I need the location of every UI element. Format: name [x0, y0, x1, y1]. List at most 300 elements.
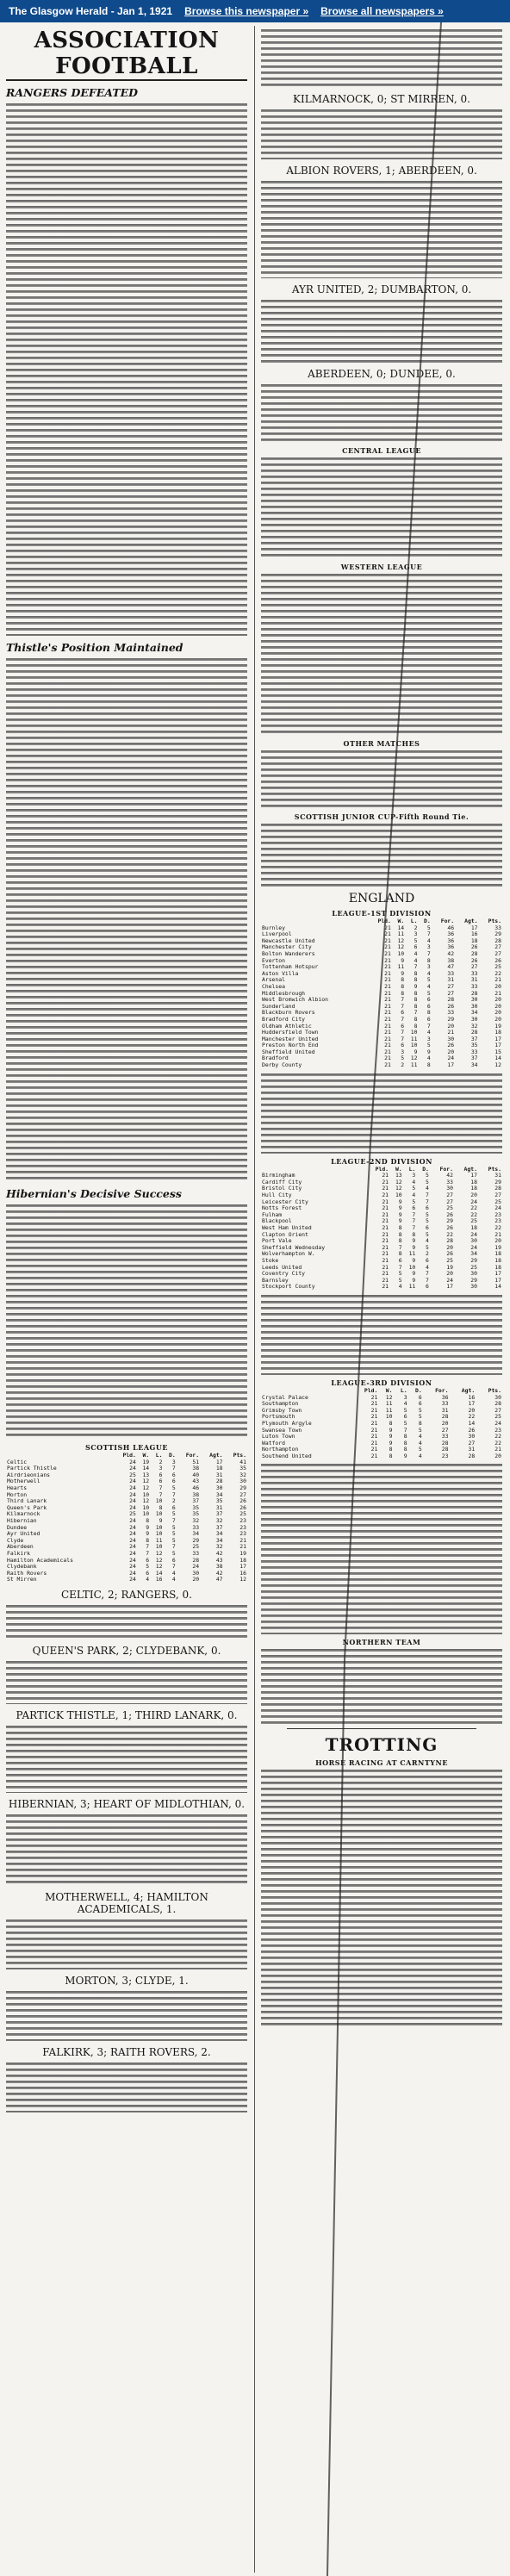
table-cell: 27 — [468, 1439, 476, 1447]
table-row — [261, 1428, 502, 1434]
table-cell: Oldham Athletic — [262, 1022, 312, 1030]
table-header-cell: Pld. — [377, 918, 391, 924]
article-text-block — [261, 1768, 502, 2026]
table-cell: 6 — [426, 1224, 429, 1231]
table-cell: 30 — [192, 1569, 200, 1577]
table-header-cell: W. — [385, 1386, 393, 1394]
table-cell: 10 — [155, 1530, 163, 1538]
table-cell: 21 — [384, 936, 391, 944]
table-cell: Arsenal — [262, 976, 285, 984]
table-cell: 7 — [412, 1210, 416, 1218]
result-heading: AYR UNITED, 2; DUMBARTON, 0. — [291, 283, 472, 296]
table-cell: 10 — [155, 1523, 163, 1531]
table-cell: 7 — [426, 1276, 429, 1284]
table-cell: 7 — [426, 1022, 431, 1030]
league-div2-table — [261, 1167, 502, 1291]
table-cell: 8 — [426, 1009, 431, 1017]
trotting-subheading: HORSE RACING AT CARNTYNE — [315, 1758, 448, 1768]
table-cell: 24 — [129, 1503, 136, 1511]
table-cell: 5 — [398, 1276, 402, 1284]
table-cell: 10 — [410, 1029, 418, 1036]
table-cell: 27 — [446, 1192, 453, 1199]
table-cell: 24 — [129, 1543, 136, 1551]
table-cell: 5 — [426, 976, 431, 984]
table-cell: 7 — [401, 996, 405, 1004]
table-cell: Clyde — [7, 1536, 24, 1544]
table-cell: 6 — [426, 1015, 431, 1023]
table-cell: 34 — [215, 1530, 223, 1538]
table-cell: 6 — [426, 1283, 429, 1291]
table-header-cell: L. — [400, 1386, 407, 1394]
table-cell: Aston Villa — [262, 969, 299, 977]
table-row — [6, 1505, 247, 1512]
table-cell: 37 — [470, 1035, 478, 1042]
table-cell: 31 — [468, 1446, 476, 1453]
table-cell: 20 — [446, 1270, 453, 1278]
table-cell: Hull City — [262, 1192, 292, 1199]
table-cell: 8 — [414, 969, 418, 977]
table-cell: 21 — [384, 1055, 391, 1062]
table-cell: 33 — [494, 924, 501, 931]
table-cell: 25 — [129, 1471, 136, 1478]
match-report-text — [261, 383, 502, 443]
table-cell: 28 — [441, 1446, 449, 1453]
table-cell: 21 — [384, 1048, 391, 1055]
table-cell: 24 — [447, 1055, 455, 1062]
table-cell: 20 — [441, 1419, 449, 1427]
table-cell: 26 — [446, 1224, 453, 1231]
table-row — [261, 1408, 502, 1415]
table-cell: 8 — [414, 996, 418, 1004]
table-cell: 8 — [403, 1446, 407, 1453]
table-cell: Plymouth Argyle — [262, 1419, 312, 1427]
table-cell: 33 — [192, 1549, 200, 1557]
table-cell: 3 — [414, 930, 418, 938]
table-cell: Burnley — [262, 924, 285, 931]
table-cell: Aberdeen — [7, 1543, 34, 1551]
table-cell: 32 — [192, 1516, 200, 1524]
table-cell: 6 — [401, 1042, 405, 1049]
table-header-cell: D. — [424, 918, 431, 924]
table-cell: Bradford — [262, 1055, 289, 1062]
table-row — [261, 977, 502, 984]
table-cell: 8 — [414, 1002, 418, 1010]
table-cell: 20 — [447, 1022, 455, 1030]
table-cell: 9 — [403, 1452, 407, 1459]
table-cell: 7 — [171, 1563, 176, 1571]
table-cell: Motherwell — [7, 1478, 40, 1485]
table-cell: 10 — [410, 1042, 418, 1049]
browse-all-newspapers-link[interactable]: Browse all newspapers » — [320, 5, 444, 17]
match-report-text — [6, 1659, 247, 1704]
table-cell: 7 — [171, 1543, 176, 1551]
table-cell: 22 — [470, 1204, 477, 1212]
table-cell: 12 — [395, 1178, 402, 1185]
table-cell: 9 — [412, 1256, 416, 1264]
table-cell: 28 — [441, 1413, 449, 1421]
table-cell: 24 — [129, 1549, 136, 1557]
table-cell: 13 — [142, 1471, 150, 1478]
table-cell: 3 — [171, 1458, 176, 1465]
table-cell: 8 — [401, 976, 405, 984]
table-cell: 36 — [447, 936, 455, 944]
table-cell: 6 — [426, 1256, 429, 1264]
table-cell: Partick Thistle — [7, 1465, 57, 1472]
table-cell: 18 — [470, 1224, 477, 1231]
results-list — [261, 749, 502, 809]
table-cell: 21 — [382, 1230, 389, 1238]
table-cell: 4 — [412, 1178, 416, 1185]
table-cell: 12 — [397, 943, 405, 951]
table-row — [6, 1472, 247, 1479]
table-body — [6, 1453, 247, 1584]
table-cell: 6 — [401, 1009, 405, 1017]
table-cell: 21 — [370, 1413, 378, 1421]
table-cell: 9 — [398, 1210, 402, 1218]
table-cell: 21 — [382, 1237, 389, 1245]
table-cell: 32 — [470, 1022, 478, 1030]
table-cell: Airdrieonians — [7, 1471, 51, 1478]
table-cell: 4 — [418, 1439, 422, 1447]
table-header-cell: W. — [397, 918, 405, 924]
table-cell: 2 — [401, 1061, 405, 1069]
table-cell: 21 — [494, 989, 501, 997]
table-cell: 8 — [398, 1237, 402, 1245]
table-cell: 32 — [215, 1543, 223, 1551]
table-cell: Huddersfield Town — [262, 1029, 319, 1036]
table-cell: 30 — [446, 1185, 453, 1192]
table-cell: 6 — [171, 1478, 176, 1485]
table-cell: Southampton — [262, 1400, 299, 1408]
table-cell: 35 — [470, 1042, 478, 1049]
table-row — [6, 1544, 247, 1551]
table-cell: 21 — [370, 1446, 378, 1453]
table-cell: 29 — [494, 930, 501, 938]
table-cell: 11 — [410, 1035, 418, 1042]
left-column — [2, 28, 252, 2571]
table-cell: 5 — [426, 1230, 429, 1238]
table-cell: 26 — [446, 1210, 453, 1218]
table-cell: Blackburn Rovers — [262, 1009, 315, 1017]
match-report-text — [261, 179, 502, 278]
table-cell: 6 — [398, 1256, 402, 1264]
table-cell: 9 — [159, 1516, 163, 1524]
table-cell: 10 — [385, 1413, 393, 1421]
table-cell: 25 — [446, 1204, 453, 1212]
table-row — [6, 1531, 247, 1538]
table-header-cell: Agt. — [461, 1386, 476, 1394]
table-cell: 5 — [426, 1217, 429, 1225]
central-league-heading: CENTRAL LEAGUE — [342, 446, 421, 455]
table-header-cell: Pld. — [122, 1452, 136, 1459]
table-cell: 27 — [446, 1198, 453, 1205]
table-cell: 18 — [494, 1029, 501, 1036]
table-row — [261, 997, 502, 1004]
table-cell: 14 — [142, 1465, 150, 1472]
table-cell: Birmingham — [262, 1172, 295, 1179]
newspaper-page-scan — [0, 22, 510, 2576]
table-row — [261, 1453, 502, 1460]
table-cell: 12 — [410, 1055, 418, 1062]
table-cell: 5 — [418, 1426, 422, 1434]
table-cell: 8 — [414, 976, 418, 984]
table-cell: Sheffield Wednesday — [262, 1243, 326, 1251]
table-cell: 33 — [446, 1178, 453, 1185]
table-row — [6, 1525, 247, 1532]
table-cell: 24 — [129, 1497, 136, 1505]
table-cell: 9 — [426, 1048, 431, 1055]
table-cell: 29 — [470, 1276, 477, 1284]
table-cell: 9 — [401, 956, 405, 964]
match-report-text — [6, 1603, 247, 1640]
table-cell: 9 — [389, 1426, 393, 1434]
table-cell: 6 — [426, 1204, 429, 1212]
western-league-heading: WESTERN LEAGUE — [340, 563, 423, 571]
table-cell: 5 — [171, 1530, 176, 1538]
table-cell: 38 — [192, 1490, 200, 1498]
table-cell: 34 — [470, 1009, 478, 1017]
table-cell: 12 — [142, 1484, 150, 1491]
table-cell: 21 — [384, 930, 391, 938]
table-cell: 37 — [215, 1510, 223, 1518]
article-text-block — [6, 1203, 247, 1440]
table-cell: 11 — [408, 1283, 416, 1291]
table-cell: 4 — [414, 949, 418, 957]
table-cell: 8 — [159, 1503, 163, 1511]
league-div3-table — [261, 1388, 502, 1460]
table-cell: 21 — [384, 1061, 391, 1069]
table-cell: 21 — [384, 969, 391, 977]
table-cell: 21 — [382, 1192, 389, 1199]
table-cell: 8 — [414, 1022, 418, 1030]
browse-newspaper-link[interactable]: Browse this newspaper » — [184, 5, 309, 17]
table-cell: 29 — [239, 1484, 246, 1491]
table-cell: 4 — [426, 1263, 429, 1271]
table-cell: 4 — [403, 1400, 407, 1408]
table-cell: 4 — [426, 1055, 431, 1062]
result-heading: ALBION ROVERS, 1; ABERDEEN, 0. — [286, 165, 477, 177]
table-row — [261, 951, 502, 958]
table-cell: 41 — [239, 1458, 246, 1465]
table-cell: 6 — [403, 1413, 407, 1421]
table-cell: 4 — [146, 1576, 150, 1584]
table-cell: 20 — [470, 1192, 477, 1199]
table-cell: 22 — [446, 1230, 453, 1238]
table-cell: 6 — [171, 1556, 176, 1564]
table-cell: 13 — [395, 1172, 402, 1179]
table-cell: 21 — [494, 1230, 501, 1238]
table-cell: 6 — [418, 1400, 422, 1408]
table-cell: 34 — [192, 1530, 200, 1538]
table-cell: 30 — [470, 1237, 477, 1245]
table-cell: 28 — [215, 1478, 223, 1485]
table-cell: Morton — [7, 1490, 28, 1498]
table-cell: 31 — [215, 1471, 223, 1478]
table-cell: 29 — [494, 1178, 501, 1185]
table-cell: Sheffield United — [262, 1048, 315, 1055]
table-cell: Grimsby Town — [262, 1406, 302, 1414]
table-header-cell: L. — [155, 1452, 163, 1459]
table-cell: 36 — [441, 1393, 449, 1401]
table-cell: 21 — [494, 976, 501, 984]
newspaper-source-title: The Glasgow Herald - Jan 1, 1921 — [9, 5, 173, 17]
table-cell: 28 — [494, 1400, 501, 1408]
table-cell: Raith Rovers — [7, 1569, 47, 1577]
table-cell: 10 — [142, 1490, 150, 1498]
table-cell: 14 — [494, 1283, 501, 1291]
table-cell: 5 — [398, 1270, 402, 1278]
table-cell: 21 — [384, 956, 391, 964]
result-heading: FALKIRK, 3; RAITH ROVERS, 2. — [42, 2045, 211, 2058]
table-cell: 23 — [441, 1452, 449, 1459]
table-body — [261, 1388, 502, 1460]
table-cell: 12 — [397, 936, 405, 944]
table-cell: 30 — [447, 1035, 455, 1042]
table-header-cell: L. — [410, 918, 418, 924]
table-cell: 2 — [159, 1458, 163, 1465]
table-cell: 8 — [401, 982, 405, 990]
table-cell: 4 — [426, 936, 431, 944]
table-header-cell: For. — [185, 1452, 200, 1459]
table-cell: 4 — [398, 1283, 402, 1291]
table-cell: 30 — [468, 1433, 476, 1440]
table-cell: 5 — [171, 1536, 176, 1544]
table-cell: 7 — [412, 1217, 416, 1225]
table-row — [261, 1434, 502, 1440]
table-cell: 5 — [418, 1446, 422, 1453]
table-cell: 24 — [192, 1563, 200, 1571]
match-report-text — [6, 1918, 247, 1969]
table-cell: 21 — [382, 1270, 389, 1278]
table-cell: 18 — [494, 1263, 501, 1271]
table-cell: 21 — [370, 1406, 378, 1414]
table-cell: 32 — [215, 1516, 223, 1524]
table-cell: 3 — [401, 1048, 405, 1055]
table-cell: 11 — [155, 1536, 163, 1544]
table-cell: 27 — [470, 963, 478, 971]
table-cell: 20 — [192, 1576, 200, 1584]
northern-team-heading: NORTHERN TEAM — [342, 1638, 421, 1647]
table-cell: 24 — [129, 1530, 136, 1538]
england-heading: ENGLAND — [348, 892, 415, 905]
table-cell: 36 — [447, 943, 455, 951]
table-cell: 9 — [389, 1439, 393, 1447]
table-cell: 5 — [426, 924, 431, 931]
table-cell: 10 — [408, 1263, 416, 1271]
table-cell: 35 — [215, 1497, 223, 1505]
table-cell: 8 — [389, 1452, 393, 1459]
table-cell: 24 — [129, 1458, 136, 1465]
table-cell: 20 — [447, 1048, 455, 1055]
table-cell: 2 — [171, 1497, 176, 1505]
table-cell: 28 — [494, 1185, 501, 1192]
table-cell: 7 — [426, 930, 431, 938]
result-heading: ABERDEEN, 0; DUNDEE, 0. — [308, 368, 456, 380]
table-cell: Southend United — [262, 1452, 312, 1459]
table-cell: 5 — [403, 1406, 407, 1414]
table-cell: 21 — [447, 1029, 455, 1036]
table-cell: 6 — [146, 1569, 150, 1577]
table-cell: Ayr United — [7, 1530, 40, 1538]
table-cell: 21 — [382, 1198, 389, 1205]
table-cell: 18 — [215, 1465, 223, 1472]
table-cell: 4 — [426, 1029, 431, 1036]
scottish-league-table — [6, 1453, 247, 1584]
table-cell: 3 — [159, 1465, 163, 1472]
table-cell: 34 — [470, 1061, 478, 1069]
table-cell: Everton — [262, 956, 285, 964]
table-cell: Falkirk — [7, 1549, 30, 1557]
section-divider — [287, 1728, 476, 1729]
table-cell: Manchester City — [262, 943, 312, 951]
table-cell: Bristol City — [262, 1185, 302, 1192]
result-heading: MORTON, 3; CLYDE, 1. — [65, 1974, 189, 1987]
table-cell: Queen's Park — [7, 1503, 47, 1511]
table-cell: 21 — [384, 1002, 391, 1010]
table-cell: 17 — [470, 924, 478, 931]
table-cell: 11 — [397, 963, 405, 971]
table-cell: 6 — [426, 996, 431, 1004]
table-cell: 21 — [382, 1204, 389, 1212]
table-cell: 18 — [470, 936, 478, 944]
table-cell: Fulham — [262, 1210, 283, 1218]
match-report-text — [261, 28, 502, 88]
table-cell: 8 — [403, 1439, 407, 1447]
table-cell: 21 — [384, 949, 391, 957]
table-cell: 21 — [370, 1400, 378, 1408]
table-cell: Hibernian — [7, 1516, 37, 1524]
table-header-cell: D. — [422, 1165, 429, 1173]
column-divider — [254, 26, 255, 2573]
table-cell: 25 — [470, 1217, 477, 1225]
table-cell: 8 — [389, 1446, 393, 1453]
table-cell: 24 — [129, 1490, 136, 1498]
article-text-block — [261, 1647, 502, 1725]
result-heading: CELTIC, 2; RANGERS, 0. — [60, 1588, 192, 1601]
junior-cup-heading: SCOTTISH JUNIOR CUP-Fifth Round Tie. — [294, 812, 470, 821]
table-header-cell: Pts. — [488, 1386, 501, 1394]
table-header-cell: D. — [169, 1452, 176, 1459]
table-cell: 8 — [412, 1230, 416, 1238]
table-cell: 7 — [426, 949, 431, 957]
table-cell: 3 — [426, 963, 431, 971]
table-cell: 16 — [468, 1393, 476, 1401]
table-cell: 5 — [426, 1210, 429, 1218]
table-cell: 24 — [446, 1276, 453, 1284]
table-header-cell: W. — [395, 1165, 402, 1173]
table-cell: 9 — [146, 1530, 150, 1538]
table-cell: 7 — [403, 1426, 407, 1434]
table-cell: 17 — [446, 1283, 453, 1291]
table-cell: 5 — [412, 1198, 416, 1205]
table-cell: 23 — [494, 1210, 501, 1218]
table-cell: 18 — [494, 1256, 501, 1264]
table-cell: 17 — [494, 1042, 501, 1049]
table-cell: 6 — [171, 1471, 176, 1478]
table-header-cell: D. — [415, 1386, 422, 1394]
table-cell: 9 — [146, 1523, 150, 1531]
table-cell: 17 — [468, 1400, 476, 1408]
table-cell: 23 — [239, 1516, 246, 1524]
table-cell: 12 — [142, 1478, 150, 1485]
table-body — [261, 918, 502, 1069]
table-cell: 28 — [441, 1439, 449, 1447]
table-cell: Notts Forest — [262, 1204, 302, 1212]
table-cell: 21 — [384, 1022, 391, 1030]
table-cell: 18 — [470, 1185, 477, 1192]
table-cell: Barnsley — [262, 1276, 289, 1284]
table-cell: 4 — [414, 956, 418, 964]
